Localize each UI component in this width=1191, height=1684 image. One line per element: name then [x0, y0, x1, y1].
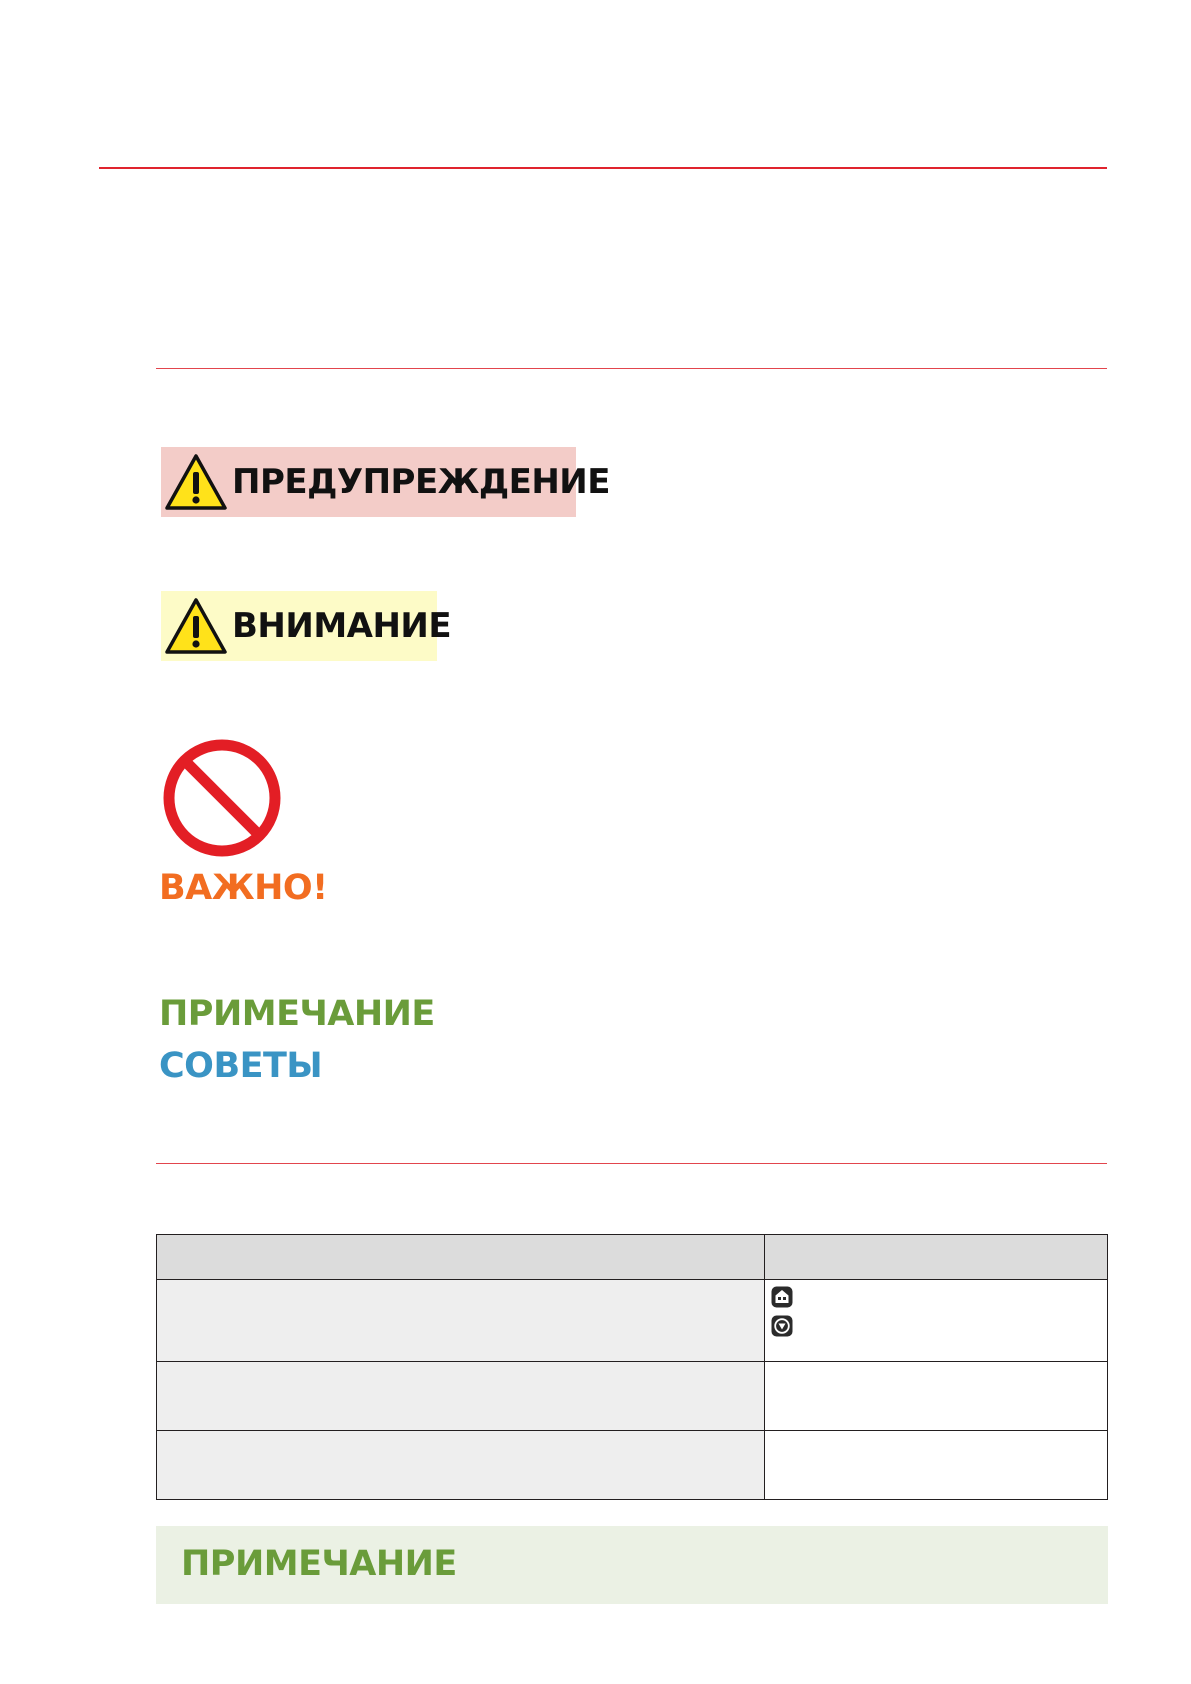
note-box: [156, 1526, 1108, 1604]
prohibition-icon: [160, 736, 284, 860]
note-label: ПРИМЕЧАНИЕ: [159, 994, 435, 1034]
warning-label: ПРЕДУПРЕЖДЕНИЕ: [232, 462, 610, 502]
section-rule-1: [156, 368, 1107, 369]
table-cell: [765, 1431, 1108, 1500]
stop-key-icon: [771, 1315, 793, 1337]
header-rule: [99, 167, 1107, 169]
note-box-title: ПРИМЕЧАНИЕ: [181, 1544, 457, 1584]
table-cell: [765, 1362, 1108, 1431]
table-row: [157, 1431, 1108, 1500]
table-cell: [765, 1280, 1108, 1362]
caution-label: ВНИМАНИЕ: [232, 606, 452, 646]
home-key-icon: [771, 1286, 793, 1308]
table-cell: [157, 1280, 765, 1362]
table-header-cell: [157, 1235, 765, 1280]
warning-triangle-icon: [164, 453, 228, 511]
warning-badge: [161, 447, 610, 517]
important-label: ВАЖНО!: [159, 868, 328, 908]
keys-table: [156, 1234, 1108, 1500]
table-header-cell: [765, 1235, 1108, 1280]
tips-label: СОВЕТЫ: [159, 1046, 323, 1086]
caution-triangle-icon: [164, 597, 228, 655]
table-row: [157, 1280, 1108, 1362]
table-header-row: [157, 1235, 1108, 1280]
caution-badge: [161, 591, 452, 661]
table-cell: [157, 1362, 765, 1431]
table-row: [157, 1362, 1108, 1431]
table-cell: [157, 1431, 765, 1500]
section-rule-2: [156, 1163, 1107, 1164]
